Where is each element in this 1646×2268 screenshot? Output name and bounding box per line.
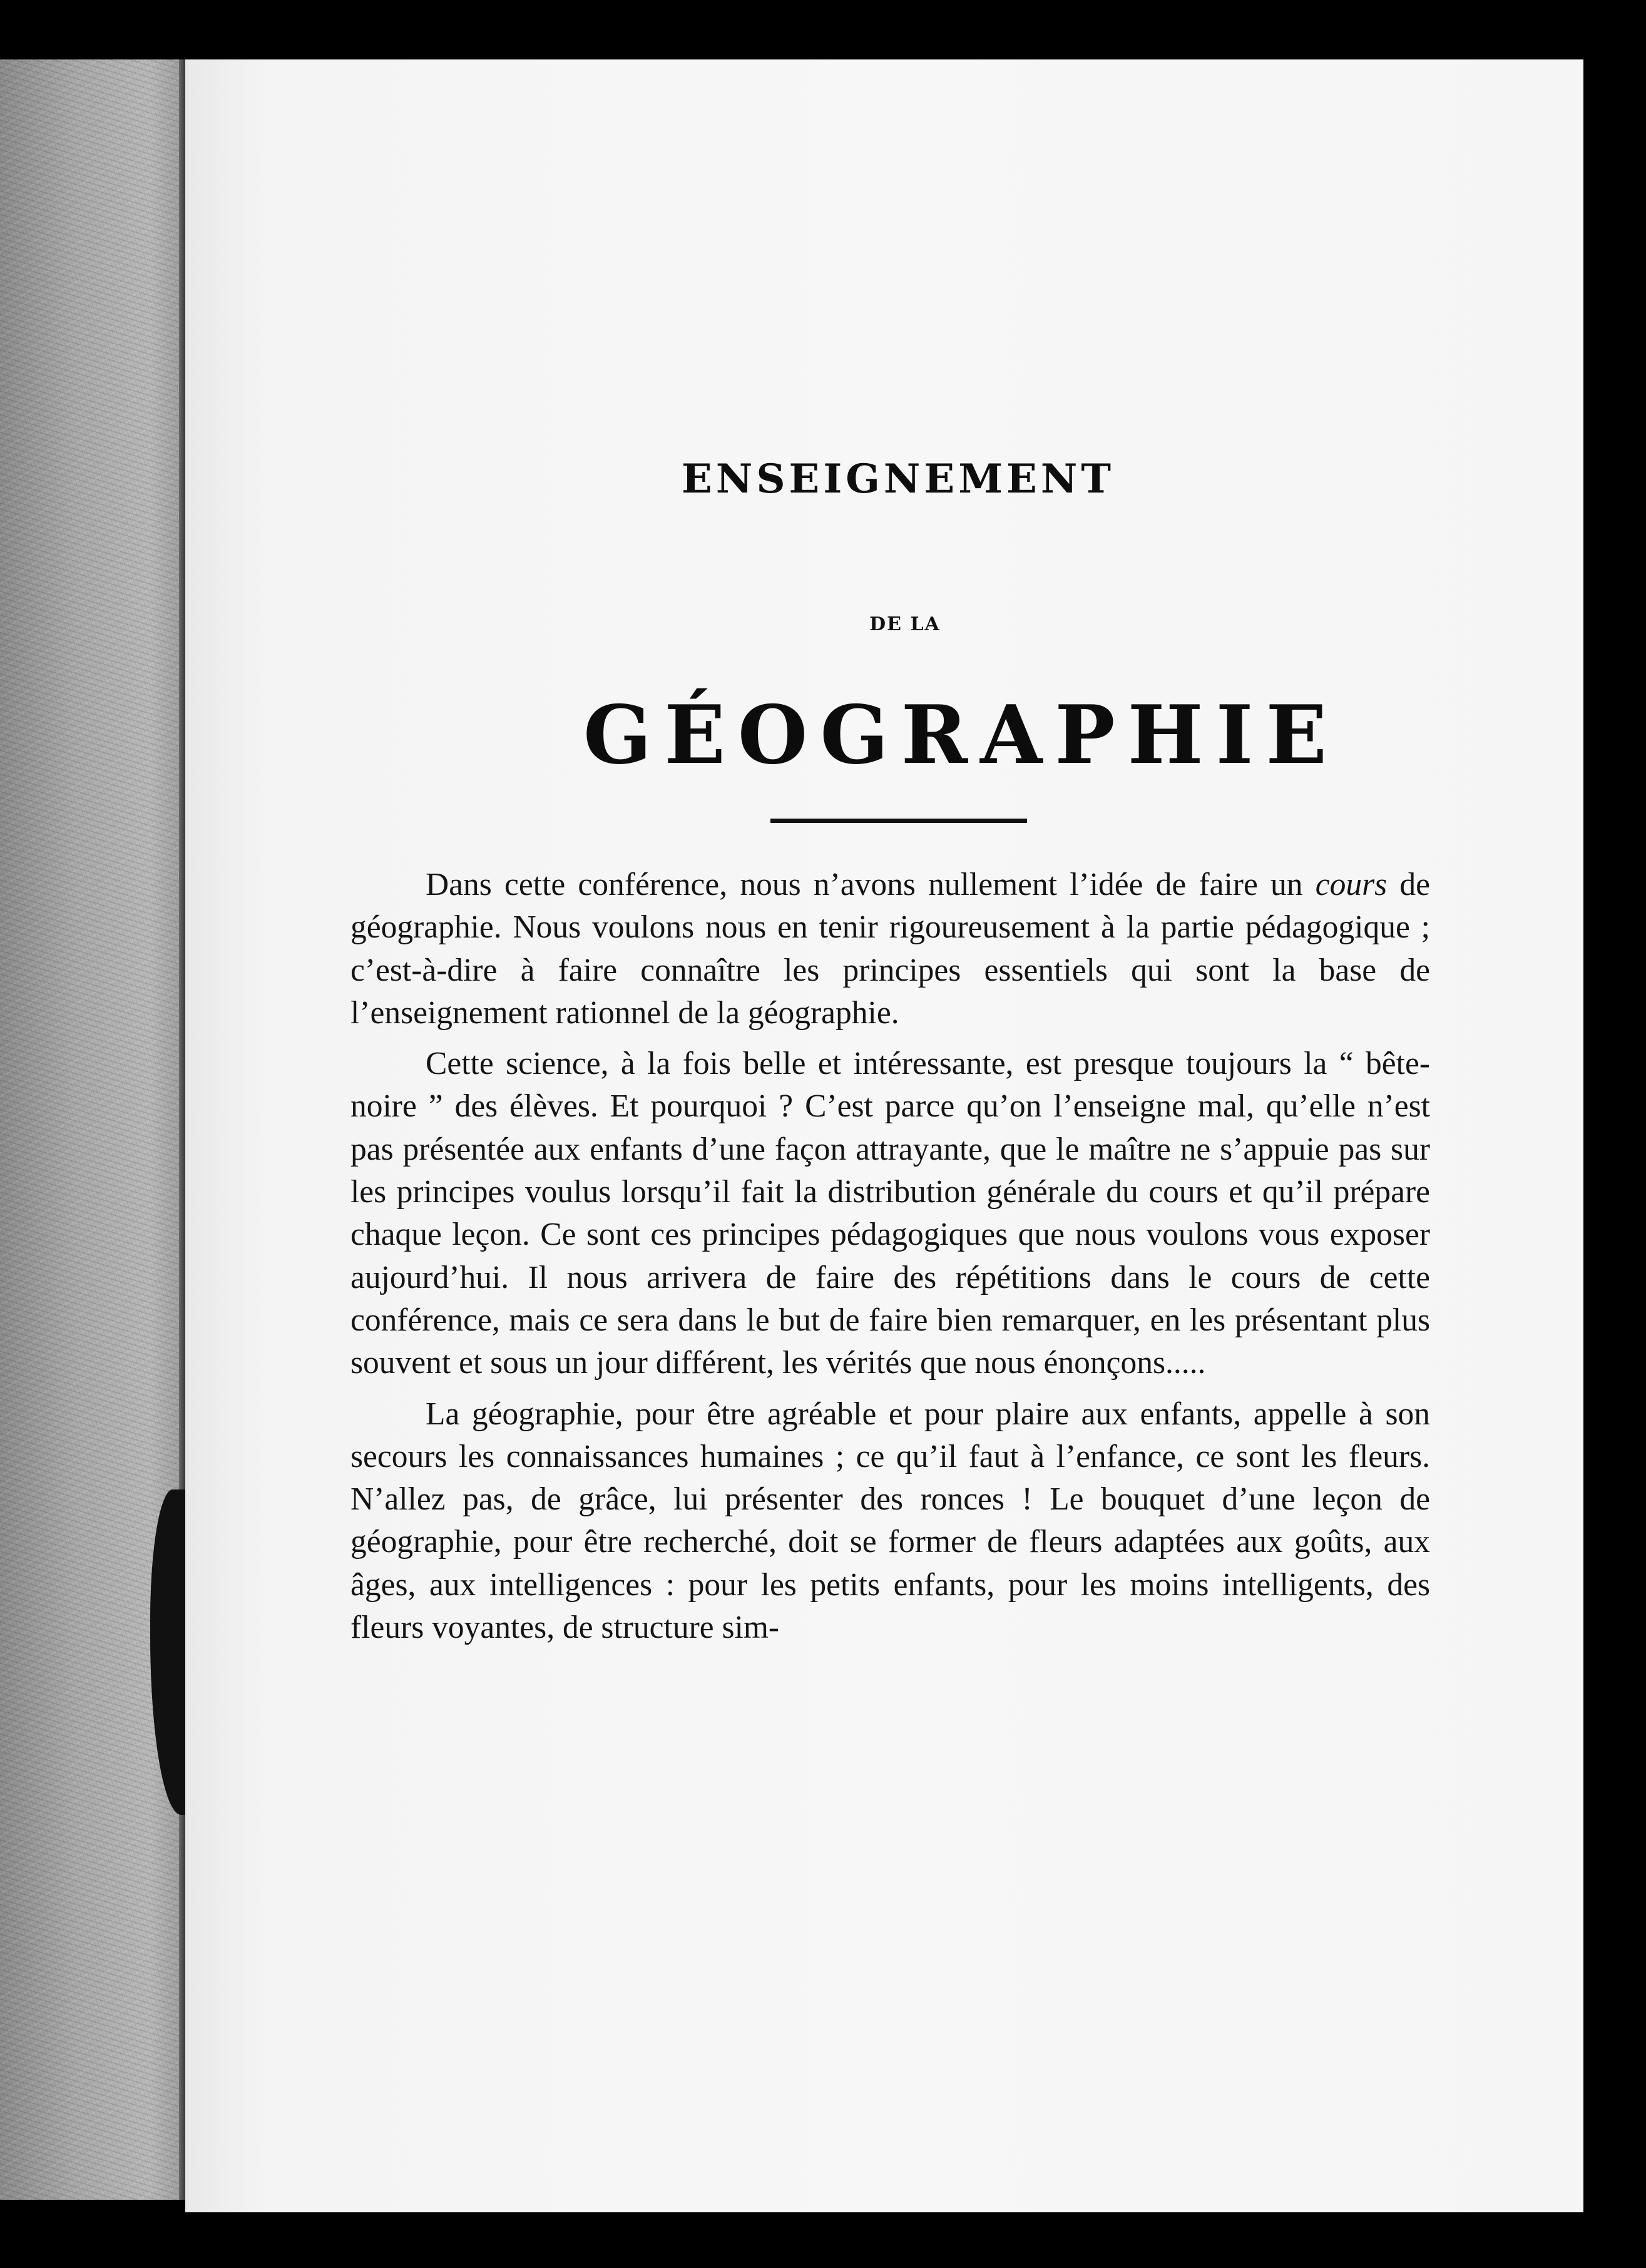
paragraph-2: Cette science, à la fois belle et intéressante, est presque toujours la “ bête-noire ” des élèves. Et pourquoi ? C’est parce qu’on l’enseigne mal, qu’elle n’est pas présentée aux enfants d’une façon attrayante, que le maître ne s’appuie pas sur les principes voulus lorsqu’il fait la distribution générale du cours et qu’il prépare chaque leçon. Ce sont ces principes pédagogiques que nous voulons vous exposer aujourd’hui. Il nous arrivera de faire des répétitions dans le cours de cette conférence, mais ce sera dans le but de faire bien remarquer, en les présentant plus souvent et sous un jour différent, les vérités que nous énonçons.....	[350, 1046, 1430, 1381]
title-connector: DE LA	[869, 613, 941, 635]
paragraph-1-italic-word: cours	[1315, 867, 1388, 902]
book-spine	[0, 59, 188, 2200]
paragraph-3: La géographie, pour être agréable et pour plaire aux enfants, appelle à son secours les connaissances humaines ; ce qu’il faut à l’enfance, ce sont les fleurs. N’allez pas, de grâce, lui présenter des ronces ! Le bouquet d’une leçon de géographie, pour être recherché, doit se former de fleurs adaptées aux goûts, aux âges, aux intelligences : pour les petits enfants, pour les moins intelligents, des fleurs voyantes, de structure sim-	[350, 1396, 1430, 1646]
paragraph-1-start: Dans cette conférence, nous n’avons nullement l’idée de faire un	[426, 867, 1316, 902]
title-rule	[770, 819, 1027, 823]
body-text	[350, 864, 1430, 1657]
paragraph-1	[350, 864, 1430, 1034]
book-page	[185, 59, 1583, 2212]
title-main: GÉOGRAPHIE	[583, 688, 1339, 782]
title-top: ENSEIGNEMENT	[682, 456, 1115, 503]
page-content	[185, 59, 1583, 2212]
paragraph-1-end: de géographie. Nous voulons nous en tenir rigoureusement à la partie pédagogique ; c’est-à-dire à faire connaître les principes essentiels qui sont la base de l’enseignement rationnel de la géographie.	[350, 867, 1430, 1031]
